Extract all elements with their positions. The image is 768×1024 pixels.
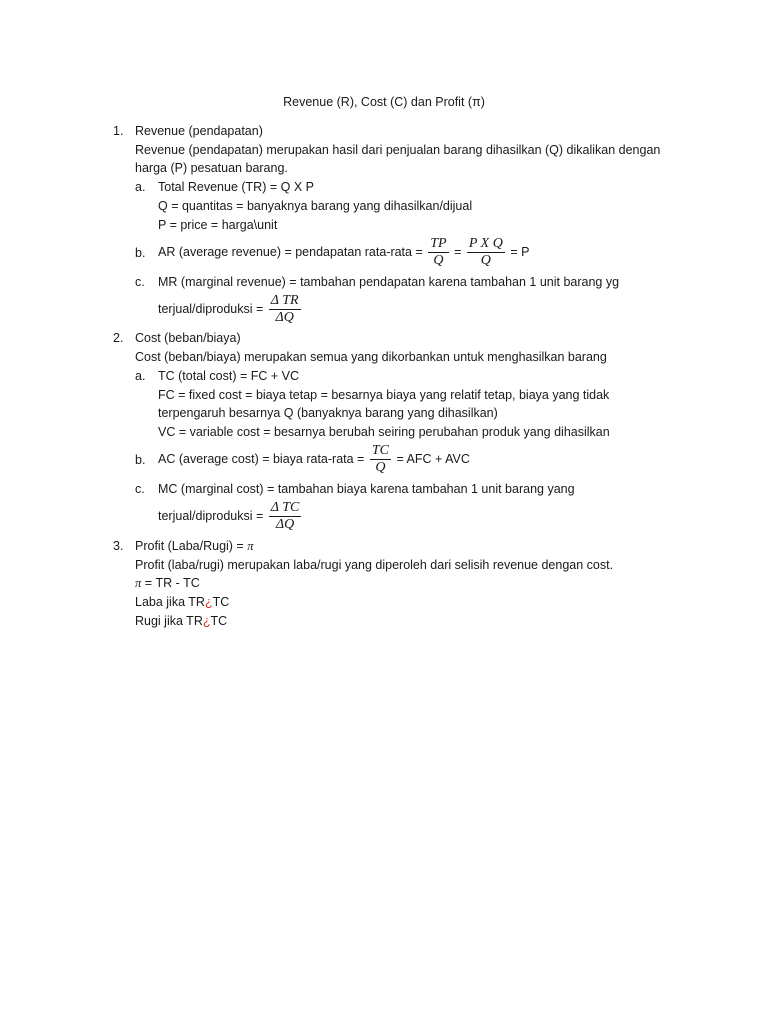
ar-equals: = xyxy=(454,244,462,259)
ac-fraction-numerator: TC xyxy=(371,443,389,458)
section-2-item-a-vc: VC = variable cost = besarnya berubah seiring perubahan produk yang dihasilkan xyxy=(158,425,610,439)
rugi-condition-symbol: ¿ xyxy=(202,614,211,628)
section-1-item-c-marker: c. xyxy=(135,275,145,289)
section-1-desc-line1: Revenue (pendapatan) merupakan hasil dari penjualan barang dihasilkan (Q) dikalikan dengan xyxy=(135,143,661,157)
section-2-item-c-text2: terjual/diproduksi = xyxy=(158,508,264,523)
section-1-item-c-text2: terjual/diproduksi = xyxy=(158,301,264,316)
ac-result: = AFC + AVC xyxy=(396,451,470,466)
mr-fraction xyxy=(269,293,301,326)
mc-fraction xyxy=(269,500,302,533)
section-3-number: 3. xyxy=(113,539,124,553)
profit-formula-rest: = TR - TC xyxy=(144,576,200,590)
section-2-item-b-row xyxy=(158,443,470,476)
section-2-item-a-fc-line1: FC = fixed cost = biaya tetap = besarnya biaya yang relatif tetap, biaya yang tidak xyxy=(158,388,610,402)
section-1-item-a-q-def: Q = quantitas = banyaknya barang yang dihasilkan/dijual xyxy=(158,199,473,213)
section-2-desc-line1: Cost (beban/biaya) merupakan semua yang dikorbankan untuk menghasilkan barang xyxy=(135,350,607,364)
ar-fraction-2-numerator: P X Q xyxy=(468,236,503,251)
section-2-item-c-marker: c. xyxy=(135,482,145,496)
section-1-item-b-marker: b. xyxy=(135,246,146,260)
ac-fraction-denominator: Q xyxy=(370,459,391,476)
laba-condition-suffix: TC xyxy=(212,595,230,609)
ac-fraction xyxy=(370,443,391,476)
ar-fraction-2-denominator: Q xyxy=(467,252,505,269)
section-3-desc-line1: Profit (laba/rugi) merupakan laba/rugi yang diperoleh dari selisih revenue dengan cost. xyxy=(135,558,614,572)
laba-condition xyxy=(135,594,229,610)
ar-result: = P xyxy=(510,244,530,259)
mr-fraction-numerator: Δ TR xyxy=(270,293,299,308)
rugi-condition xyxy=(135,613,227,629)
section-2-item-b-text: AC (average cost) = biaya rata-rata = xyxy=(158,451,365,466)
section-1-item-a-text: Total Revenue (TR) = Q X P xyxy=(158,180,314,194)
ar-fraction-2 xyxy=(467,236,505,269)
section-1-item-a-marker: a. xyxy=(135,180,146,194)
section-2-item-c-row xyxy=(158,500,303,533)
mr-fraction-denominator: ΔQ xyxy=(269,309,301,326)
section-2-heading: Cost (beban/biaya) xyxy=(135,331,241,345)
mc-fraction-numerator: Δ TC xyxy=(270,500,300,515)
section-2-item-a-marker: a. xyxy=(135,369,146,383)
section-3-heading-row xyxy=(135,538,253,554)
section-2-item-a-fc-line2: terpengaruh besarnya Q (banyaknya barang yang dihasilkan) xyxy=(158,406,498,420)
section-1-item-a-p-def: P = price = harga\unit xyxy=(158,218,278,232)
section-1-item-b-text: AR (average revenue) = pendapatan rata-rata = xyxy=(158,244,423,259)
section-2-item-c-text: MC (marginal cost) = tambahan biaya karena tambahan 1 unit barang yang xyxy=(158,482,575,496)
section-1-desc-line2: harga (P) pesatuan barang. xyxy=(135,161,288,175)
profit-formula xyxy=(135,575,200,591)
section-1-number: 1. xyxy=(113,124,124,138)
section-2-item-a-text: TC (total cost) = FC + VC xyxy=(158,369,300,383)
section-2-item-b-marker: b. xyxy=(135,453,146,467)
profit-formula-pi: π xyxy=(135,576,142,590)
rugi-condition-suffix: TC xyxy=(210,614,228,628)
section-1-heading: Revenue (pendapatan) xyxy=(135,124,263,138)
laba-condition-symbol: ¿ xyxy=(204,595,213,609)
section-1-item-c-row xyxy=(158,293,303,326)
ar-fraction-1-denominator: Q xyxy=(428,252,448,269)
section-2-number: 2. xyxy=(113,331,124,345)
section-3-heading-pi: π xyxy=(247,539,254,553)
laba-condition-prefix: Laba jika TR xyxy=(135,595,205,609)
section-1-item-b-row xyxy=(158,236,529,269)
rugi-condition-prefix: Rugi jika TR xyxy=(135,614,203,628)
document-title: Revenue (R), Cost (C) dan Profit (π) xyxy=(283,95,485,109)
mc-fraction-denominator: ΔQ xyxy=(269,516,302,533)
section-1-item-c-text: MR (marginal revenue) = tambahan pendapatan karena tambahan 1 unit barang yg xyxy=(158,275,620,289)
ar-fraction-1 xyxy=(428,236,448,269)
section-3-heading: Profit (Laba/Rugi) = xyxy=(135,539,244,553)
ar-fraction-1-numerator: TP xyxy=(430,236,447,251)
